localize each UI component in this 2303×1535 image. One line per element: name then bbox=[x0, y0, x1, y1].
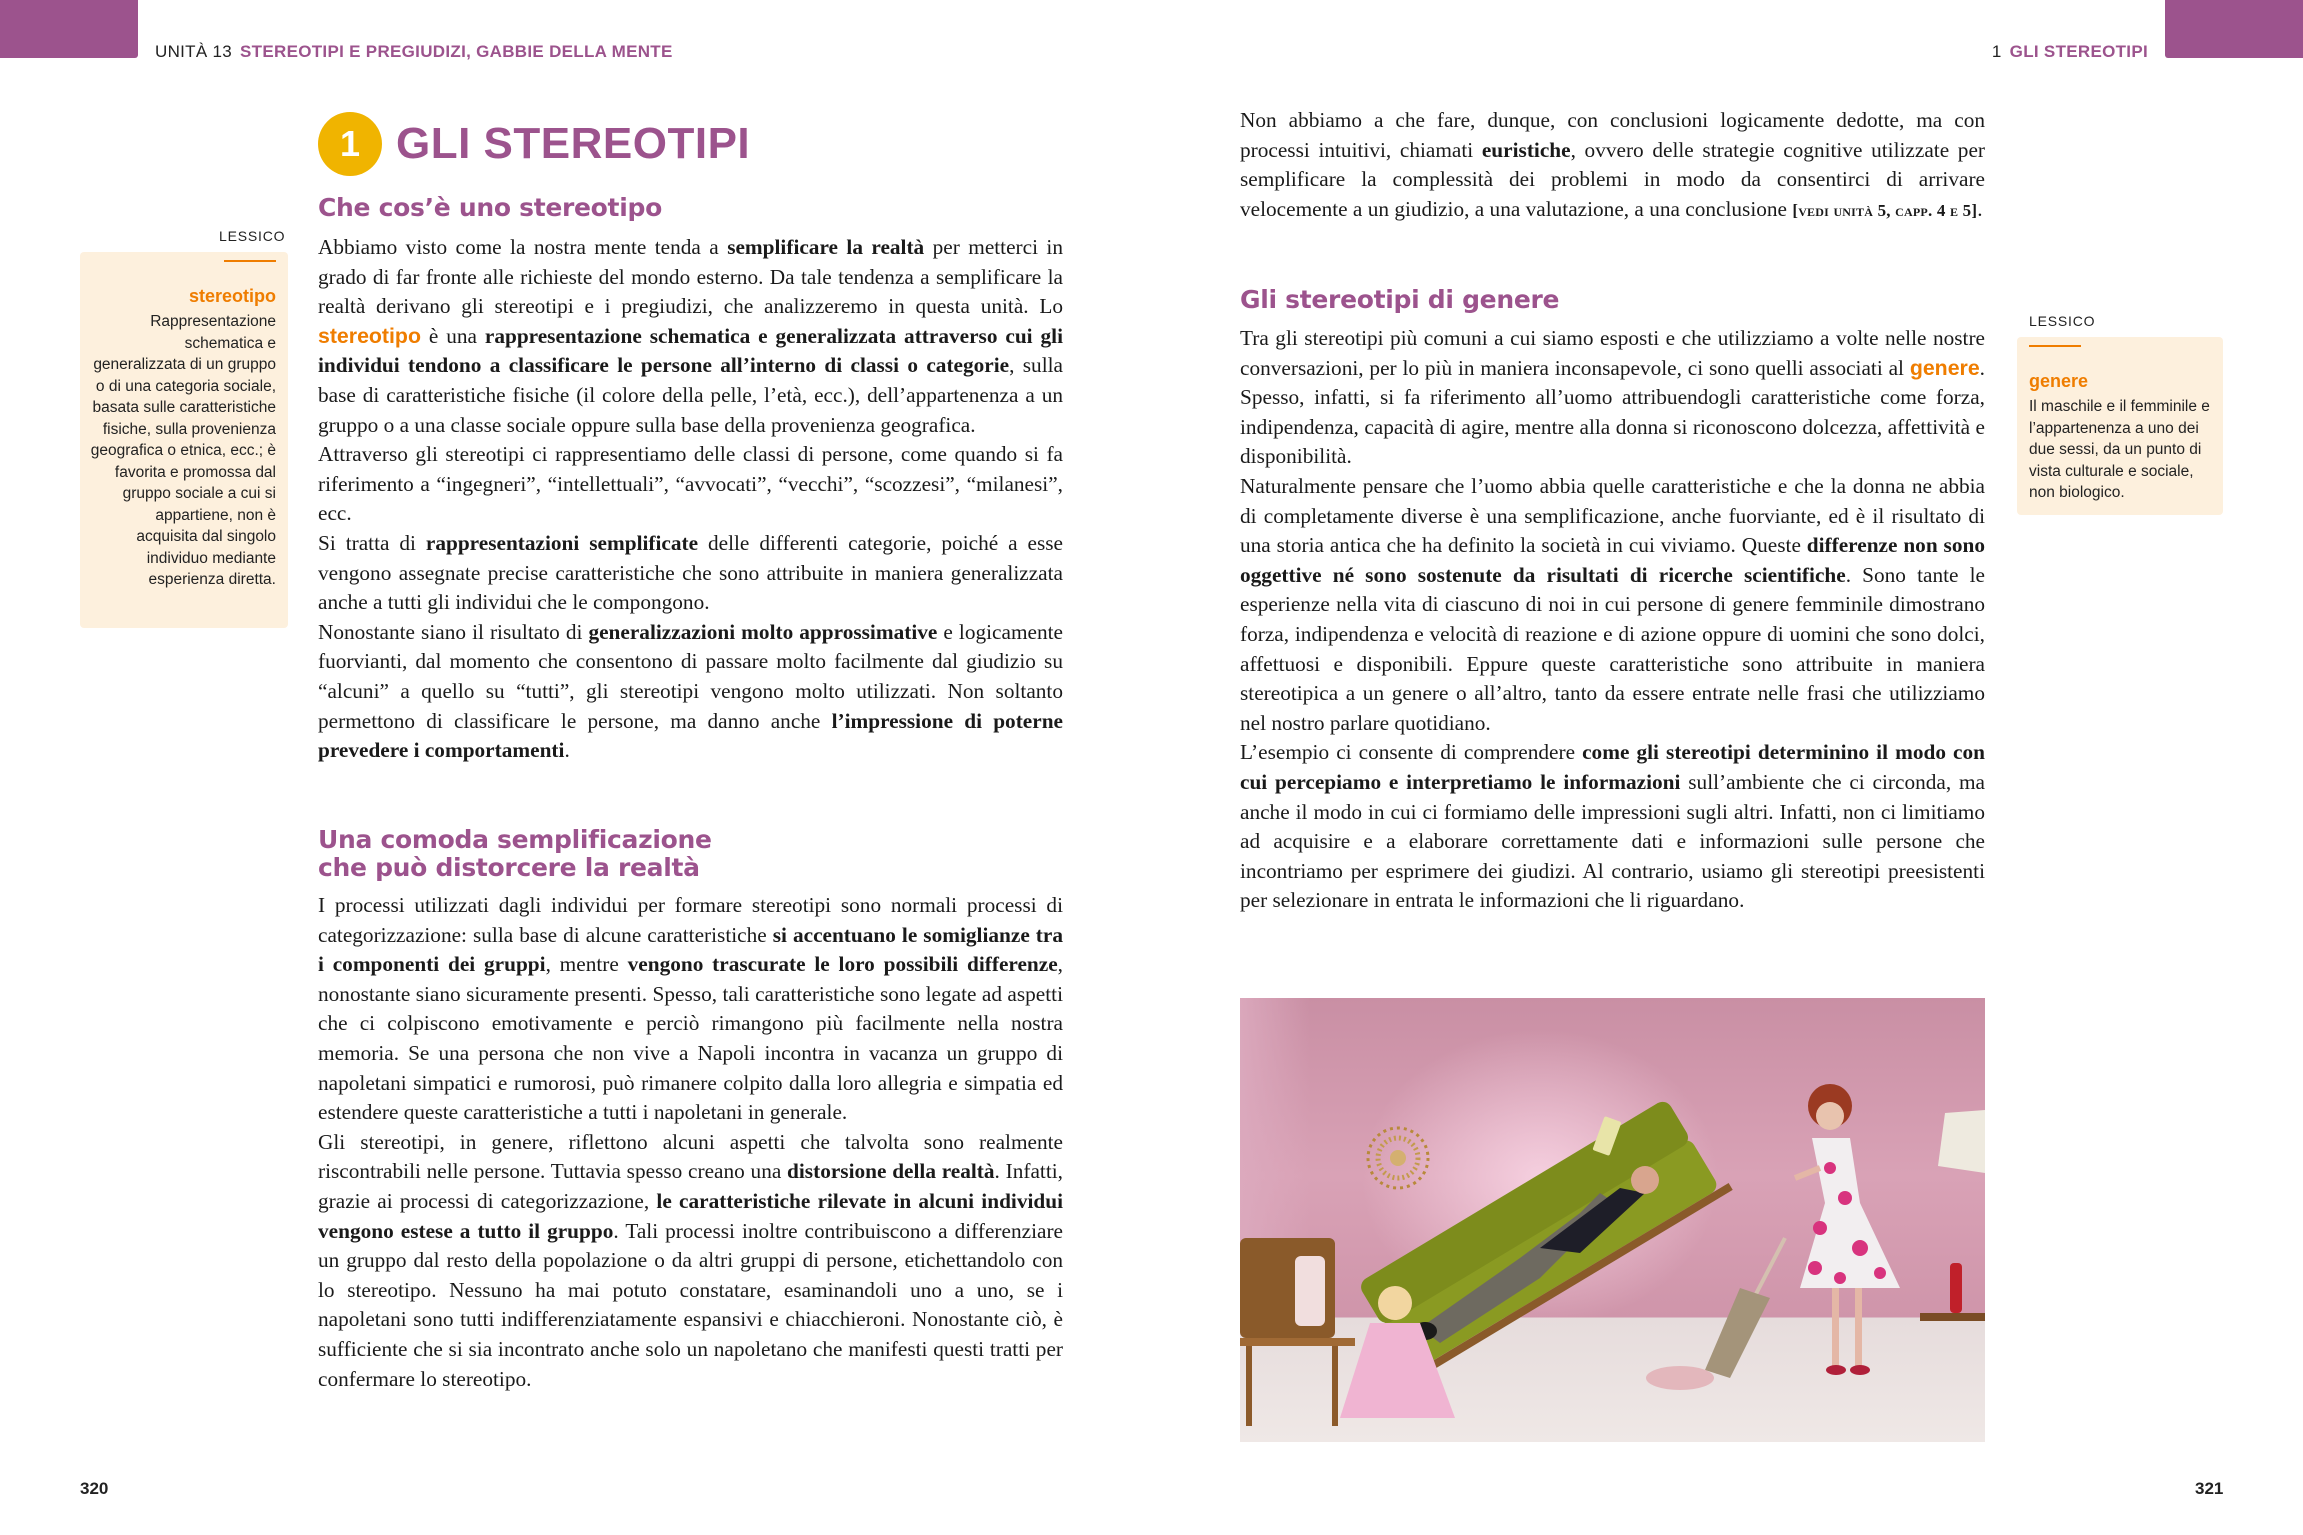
unit-label: UNITÀ 13 bbox=[155, 42, 233, 61]
running-header-left bbox=[155, 42, 673, 62]
page-number-right: 321 bbox=[2195, 1479, 2224, 1498]
header-tab-right bbox=[2165, 0, 2303, 58]
section-heading-convenient-simplification: Una comoda semplificazione che può distorcere la realtà bbox=[318, 825, 712, 882]
paragraph: Abbiamo visto come la nostra mente tenda a semplificare la realtà per metterci in grado di far fronte alle richieste del mondo esterno. Da tale tendenza a semplificare la realtà derivano gli stereotipi e i pregiudizi, che analizzeremo in questa unità. Lo stereotipo è una rappresentazione schematica e generalizzata attraverso cui gli individui tendono a classificare le persone all’interno di classi o categorie, sulla base di caratteristiche fisiche (il colore della pelle, l’età, ecc.), dell’appartenenza a un gruppo o a una classe sociale oppure sulla base della provenienza geografica. bbox=[318, 235, 1064, 437]
running-header-right bbox=[1992, 42, 2148, 62]
lessico-rule bbox=[224, 260, 276, 262]
chapter-title: GLI STEREOTIPI bbox=[396, 119, 751, 168]
woman-vacuuming bbox=[1795, 1084, 1900, 1375]
paragraph: Non abbiamo a che fare, dunque, con conclusioni logicamente dedotte, ma con processi intuitivi, chiamati euristiche, ovvero delle strategie cognitive utilizzate per semplificare la complessità dei problemi in modo da consentirci di arrivare velocemente a un giudizio, a una valutazione, a una conclusione [vedi unità 5, capp. 4 e 5]. bbox=[1240, 108, 1985, 221]
paragraph: L’esempio ci consente di comprendere come gli stereotipi determinino il modo con cui percepiamo e interpretiamo le informazioni sull’ambiente che ci circonda, ma anche il modo in cui ci formiamo delle impressioni sugli altri. Infatti, non ci limitiamo ad acquisire e a elaborare correttamente dati e informazioni sulle persone che incontriamo per esprimere dei giudizi. Al contrario, usiamo gli stereotipi preesistenti per selezionare in entrata le informazioni che li riguardano. bbox=[1240, 740, 1985, 913]
paragraph: Nonostante siano il risultato di generalizzazioni molto approssimative e logicamente fuorvianti, dal momento che consentono di passare molto facilmente dal giudizio su “alcuni” a quello su “tutti”, gli stereotipi vengono molto utilizzati. Non soltanto permettono di classificare le persone, ma danno anche l’impressione di poterne prevedere i comportamenti. bbox=[318, 619, 1063, 763]
right-column-section3 bbox=[1240, 324, 1985, 916]
keyword-genere: genere bbox=[1909, 355, 1980, 380]
paragraph: Si tratta di rappresentazioni semplificate delle differenti categorie, poiché a esse vengono assegnate precise caratteristiche che sono attribuite in maniera generalizzata anche a tutti gli individui che le compongono. bbox=[318, 530, 1063, 615]
right-column-intro bbox=[1240, 106, 1985, 225]
section-heading-what-is-stereotype: Che cos’è uno stereotipo bbox=[318, 193, 662, 222]
lessico-label-right: LESSICO bbox=[2029, 313, 2096, 329]
lessico-definition: Il maschile e il femminile e l’appartenenza a uno dei due sessi, da un punto di vista culturale e sociale, non biologico. bbox=[2029, 398, 2210, 501]
header-tab-left bbox=[0, 0, 138, 58]
chapter-number-badge: 1 bbox=[318, 112, 382, 176]
lessico-box-genere bbox=[2017, 337, 2223, 515]
photo-scene bbox=[1240, 998, 1985, 1442]
chapter-heading bbox=[318, 112, 750, 176]
keyword-stereotipo: stereotipo bbox=[318, 323, 421, 348]
section-number: 1 bbox=[1991, 42, 2002, 61]
lessico-definition: Rappresentazione schematica e generalizzata di un gruppo o di una categoria sociale, basata sulle caratteristiche fisiche, sulla provenienza geografica o etnica, ecc.; è favorita e promossa dal gruppo sociale a cui si appartiene, non è acquisita dal singolo individuo mediante esperienza diretta. bbox=[90, 313, 276, 588]
left-column-section2 bbox=[318, 891, 1063, 1394]
vintage-tv bbox=[1240, 1238, 1355, 1426]
page-number-left: 320 bbox=[80, 1479, 109, 1498]
floor-lamp-and-table bbox=[1920, 1110, 1985, 1321]
vacuum-cleaner bbox=[1646, 1238, 1785, 1390]
left-column-section1 bbox=[318, 233, 1063, 766]
lessico-label-left: LESSICO bbox=[219, 228, 286, 244]
lessico-box-stereotipo bbox=[80, 252, 288, 628]
paragraph: Naturalmente pensare che l’uomo abbia quelle caratteristiche e che la donna ne abbia di completamente diverse è una semplificazione, anche fuorviante, ed è il risultato di una storia antica che ha definito la società in cui viviamo. Queste differenze non sono oggettive né sono sostenute da risultati di ricerche scientifiche. Sono tante le esperienze nella vita di ciascuno di noi in cui persone di genere femminile dimostrano forza, indipendenza e velocità di reazione e di azione oppure di uomini che sono dolci, affettuosi e disponibili. Eppure queste caratteristiche sono attribuite in maniera stereotipica a un genere o all’altro, tanto da essere entrate nelle frasi che utilizziamo nel nostro parlare quotidiano. bbox=[1240, 473, 1985, 735]
lessico-term: stereotipo bbox=[188, 286, 276, 306]
cross-reference: [vedi unità 5, capp. 4 e 5] bbox=[1792, 200, 1978, 220]
paragraph: Attraverso gli stereotipi ci rappresentiamo delle classi di persone, come quando si fa riferimento a “ingegneri”, “intellettuali”, “avvocati”, “vecchi”, “scozzesi”, “milanesi”, ecc. bbox=[318, 442, 1063, 526]
unit-title: STEREOTIPI E PREGIUDIZI, GABBIE DELLA MENTE bbox=[240, 42, 673, 61]
paragraph: I processi utilizzati dagli individui per formare stereotipi sono normali processi di categorizzazione: sulla base di alcune caratteristiche si accentuano le somiglianze tra i componenti dei gruppi, mentre vengono trascurate le loro possibili differenze, nonostante siano sicuramente presenti. Spesso, tali caratteristiche sono legate ad aspetti che ci colpiscono emotivamente e perciò rimangono più facilmente nella nostra memoria. Se una persona che non vive a Napoli incontra in vacanza un gruppo di napoletani simpatici e rumorosi, può rimanere colpito dalla loro allegria e simpatia ed estendere queste caratteristiche a tutti i napoletani in generale. bbox=[318, 893, 1063, 1125]
paragraph: Tra gli stereotipi più comuni a cui siamo esposti e che utilizziamo a volte nelle nostre conversazioni, per lo più in maniera inconsapevole, ci sono quelli associati al genere. Spesso, infatti, si fa riferimento all’uomo attribuendogli caratteristiche come forza, indipendenza, capacità di agire, mentre alla donna si riconoscono dolcezza, affettività e disponibilità. bbox=[1240, 326, 1985, 469]
section-heading-gender-stereotypes: Gli stereotipi di genere bbox=[1240, 285, 1560, 314]
paragraph: Gli stereotipi, in genere, riflettono alcuni aspetti che talvolta sono realmente riscontrabili nelle persone. Tuttavia spesso creano una distorsione della realtà. Infatti, grazie ai processi di categorizzazione, le caratteristiche rilevate in alcuni individui vengono estese a tutto il gruppo. Tali processi inoltre contribuiscono a differenziare un gruppo dal resto della popolazione o da altri gruppi di persone, etichettandolo con lo stereotipo. Nessuno ha mai potuto constatare, esaminandoli uno a uno, se i napoletani sono tutti indifferenziatamente espansivi e chiacchieroni. Nonostante ciò, è sufficiente che si sia incontrato anche solo un napoletano che manifesti questi tratti per confermare lo stereotipo. bbox=[318, 1129, 1063, 1391]
section-title: GLI STEREOTIPI bbox=[2009, 42, 2148, 61]
sunburst-clock-icon bbox=[1368, 1128, 1428, 1188]
lessico-term: genere bbox=[2029, 371, 2089, 391]
lessico-rule bbox=[2029, 345, 2081, 347]
photo-1950s-living-room bbox=[1240, 998, 1985, 1442]
